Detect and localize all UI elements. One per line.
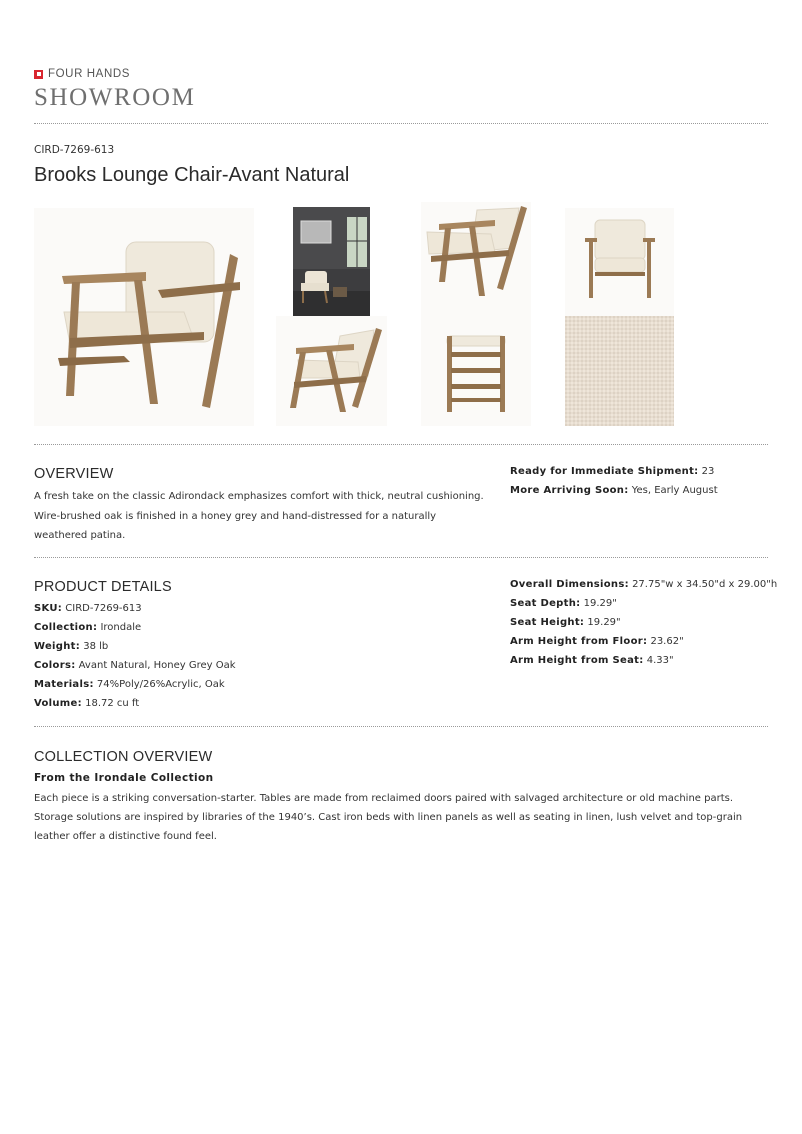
shipment-arriving: More Arriving Soon: Yes, Early August [510, 485, 718, 496]
detail-weight: Weight: 38 lb [34, 641, 109, 652]
detail-arm-height-floor: Arm Height from Floor: 23.62" [510, 636, 684, 647]
product-sku: CIRD-7269-613 [34, 144, 115, 156]
showroom-wordmark: SHOWROOM [34, 84, 196, 111]
main-product-image [34, 208, 254, 426]
back-view-image [421, 316, 531, 426]
detail-seat-height: Seat Height: 19.29" [510, 617, 621, 628]
details-right-list [510, 575, 777, 670]
collection-subheading: From the Irondale Collection [34, 772, 214, 784]
details-left-list [34, 599, 236, 713]
detail-colors: Colors: Avant Natural, Honey Grey Oak [34, 660, 236, 671]
side-view-image [421, 202, 531, 316]
shipment-ready: Ready for Immediate Shipment: 23 [510, 466, 715, 477]
logo-square-icon [34, 70, 43, 79]
overview-heading: OVERVIEW [34, 466, 114, 482]
divider [34, 123, 768, 124]
page-title: Brooks Lounge Chair-Avant Natural [34, 164, 350, 186]
divider [34, 444, 768, 445]
front-view-image [565, 208, 674, 316]
profile-view-image [276, 316, 387, 426]
shipment-info [510, 462, 718, 500]
detail-volume: Volume: 18.72 cu ft [34, 698, 140, 709]
divider [34, 726, 768, 727]
brand-name: FOUR HANDS [48, 68, 131, 80]
collection-text: Each piece is a striking conversation-starter. Tables are made from reclaimed doors paired with salvaged architecture or old machine parts. Storage solutions are inspired by libraries of the 1940’s. Cast iron beds with linen panels as well as seating in linen, lush velvet and top-grain leather offer a distinctive found feel. [34, 793, 743, 842]
brand-logo [34, 68, 130, 80]
room-scene-image [293, 207, 370, 316]
detail-collection: Collection: Irondale [34, 622, 142, 633]
overview-text: A fresh take on the classic Adirondack emphasizes comfort with thick, neutral cushioning. Wire-brushed oak is finished in a honey grey and hand-distressed for a naturally weathered patina. [34, 491, 484, 541]
collection-overview-heading: COLLECTION OVERVIEW [34, 749, 213, 765]
product-details-heading: PRODUCT DETAILS [34, 579, 172, 595]
detail-sku: SKU: CIRD-7269-613 [34, 603, 142, 614]
detail-arm-height-seat: Arm Height from Seat: 4.33" [510, 655, 674, 666]
detail-seat-depth: Seat Depth: 19.29" [510, 598, 617, 609]
divider [34, 557, 768, 558]
detail-overall-dimensions: Overall Dimensions: 27.75"w x 34.50"d x 29.00"h [510, 579, 778, 590]
fabric-swatch-image [565, 316, 674, 426]
detail-materials: Materials: 74%Poly/26%Acrylic, Oak [34, 679, 225, 690]
